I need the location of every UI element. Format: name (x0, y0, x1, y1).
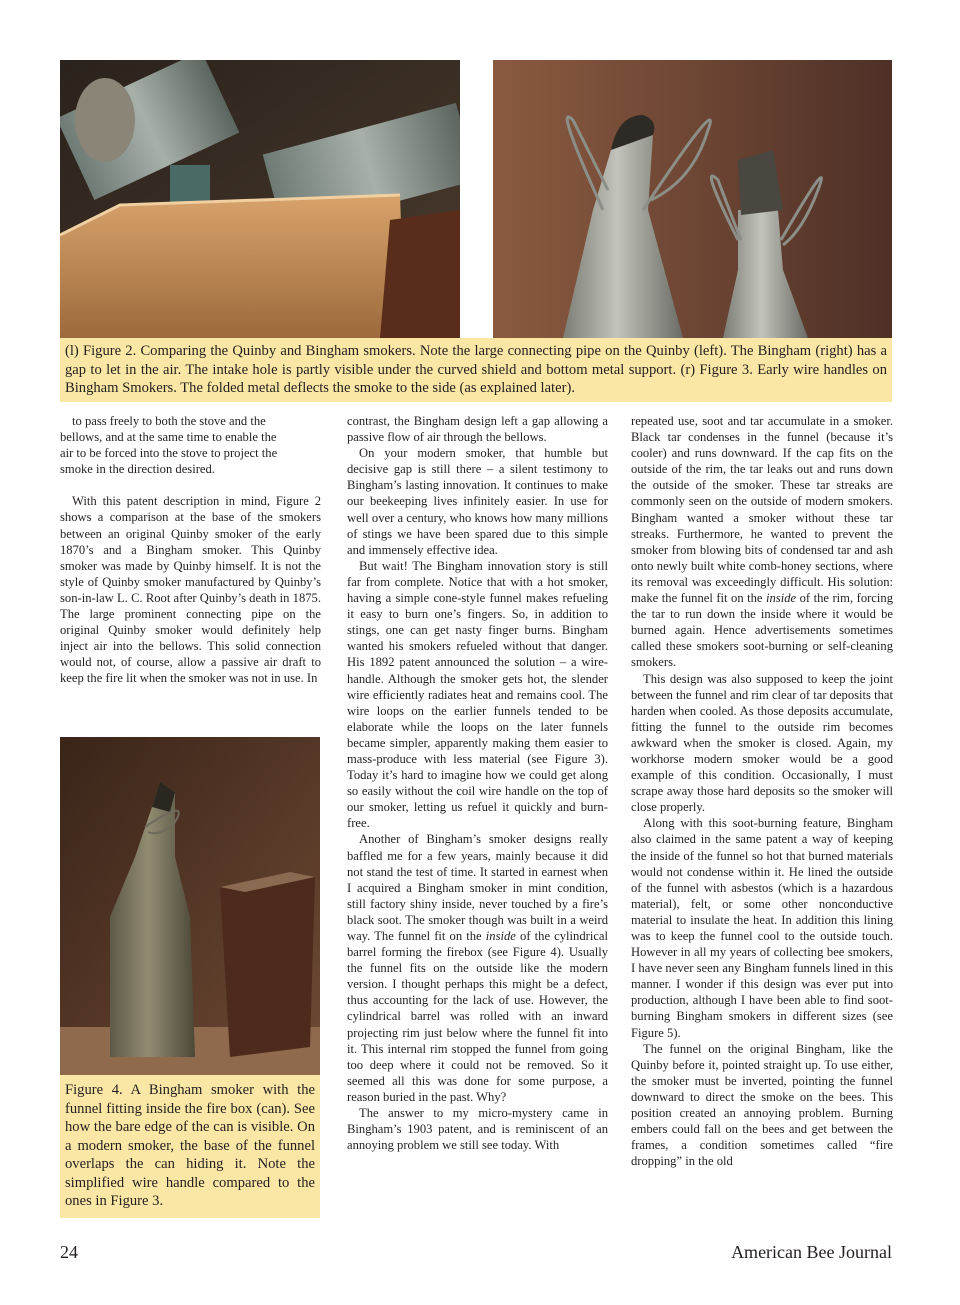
paragraph: The funnel on the original Bingham, like the Quinby before it, pointed straight up. To use either, the smoker must be inverted, pointing the funnel downward to direct the smoke on the bees. This position created an annoying problem. Burning embers could fall on the bees and get between the frames, a condition sometimes called “fire dropping” in the old (631, 1041, 893, 1169)
figure-4-photo (60, 737, 320, 1075)
figure-3-photo (493, 60, 892, 338)
paragraph: On your modern smoker, that humble but decisive gap is still there – a silent testimony to Bingham’s lasting innovation. It continues to make our beekeeping lives infinitely easier. In use for well over a century, who knows how many millions of stings we have been spared due to this simple and immensely effective idea. (347, 446, 608, 557)
paragraph: Another of Bingham’s smoker designs really baffled me for a few years, mainly because it did not stand the test of time. It started in earnest when I acquired a Bingham smoker in mint condition, still factory shiny inside, never touched by a fire’s black soot. The smoker though was built in a weird way. The funnel fit on the inside of the cylindrical barrel forming the firebox (see Figure 4). Usually the funnel fits on the outside like the modern version. I thought perhaps this might be a defect, thus accounting for the lack of use. However, the cylindrical barrel was rolled with an inward projecting rim just below where the funnel fit into it. This internal rim stopped the funnel from going too deep where it could not be removed. So it seemed all this was done for some purpose, a reason buried in the past. Why? (347, 832, 609, 1104)
article-column-3 (631, 413, 893, 1169)
paragraph: repeated use, soot and tar accumulate in a smoker. Black tar condenses in the funnel (because it’s cooler) and runs downward. If the cap fits on the outside of the rim, the tar leaks out and runs down the outside of the smoker. These tar streaks are commonly seen on the outside of modern smokers. Bingham wanted a smoker without these tar streaks. Furthermore, he wanted to prevent the smoker from blowing bits of condensed tar and ash onto newly built white comb-honey sections, where its removal was exceedingly difficult. His solution: make the funnel fit on the inside of the rim, forcing the tar to run down the inside where it would be burned again. Hence advertisements sometimes called these smokers soot-burning or self-cleaning smokers. (631, 414, 893, 670)
article-column-1 (60, 413, 321, 687)
paragraph: The answer to my micro-mystery came in Bingham’s 1903 patent, and is reminiscent of an annoying problem we still see today. With (347, 1106, 608, 1153)
figure-2-3-caption: (l) Figure 2. Comparing the Quinby and Bingham smokers. Note the large connecting pipe on the Quinby (left). The Bingham (right) has a gap to let in the air. The intake hole is partly visible under the curved shield and bottom metal support. (r) Figure 3. Early wire handles on Bingham Smokers. The folded metal deflects the smoke to the side (as explained later). (60, 338, 892, 402)
article-column-2 (347, 413, 608, 1153)
journal-name: American Bee Journal (731, 1242, 892, 1262)
page-number: 24 (60, 1242, 78, 1262)
figure-2-photo (60, 60, 460, 338)
paragraph: But wait! The Bingham innovation story is still far from complete. Notice that with a hot smoker, having a simple cone-style funnel makes refueling it easy to burn one’s fingers. So, in addition to stings, one can get nasty finger burns. Bingham wanted his smokers refueled without that danger. His 1892 patent announced the solution – a wire-handle. Although the smoker gets hot, the slender wire efficiently radiates heat and remains cool. The wire loops on the earlier funnels tended to be elaborate while the loops on the later funnels became simpler, apparently making them easier to mass-produce with less material (see Figure 3). Today it’s hard to imagine how we could get along so easily without the coil wire handle on the top of our smoker, letting us refuel it quickly and burn-free. (347, 558, 608, 831)
paragraph: This design was also supposed to keep the joint between the funnel and rim clear of tar deposits that harden when cooled. As those deposits accumulate, fitting the funnel to the outside rim becomes awkward when the smoker is closed. Again, my workhorse modern smoker would be a good example of this condition. Occasionally, I must scrape away those hard deposits so the smoker will close properly. (631, 671, 893, 815)
paragraph: With this patent description in mind, Figure 2 shows a comparison at the base of the smokers between an original Quinby smoker of the early 1870’s and a Bingham smoker. This Quinby smoker was made by Quinby himself. It is not the style of Quinby smoker manufactured by Quinby’s son-in-law L. C. Root after Quinby’s death in 1875. The large prominent connecting pipe on the original Quinby smoker would definitely help inject air into the bellows. This solid connection would not, of course, allow a passive air draft to keep the fire lit when the smoker was not in use. In (60, 494, 321, 686)
patent-quote: to pass freely to both the stove and the bellows, and at the same time to enable the air to be forced into the stove to project the smoke in the direction desired. (60, 414, 278, 477)
paragraph: contrast, the Bingham design left a gap allowing a passive flow of air through the bellows. (347, 414, 608, 445)
figure-4-caption: Figure 4. A Bingham smoker with the funnel fitting inside the fire box (can). See how the bare edge of the can is visible. On a modern smoker, the base of the funnel overlaps the can hiding it. Note the simplified wire handle compared to the ones in Figure 3. (60, 1075, 320, 1218)
paragraph: Along with this soot-burning feature, Bingham also claimed in the same patent a way of keeping the inside of the funnel so hot that burned materials would not condense within it. He lined the outside of the funnel with asbestos (which is a hazardous material), felt, or some other nonconductive material to insulate the heat. In addition this lining was to keep the funnel cool to the outside touch. However in all my years of collecting bee smokers, I have never seen any Bingham funnels lined in this manner. I wonder if this design was ever put into production, although I have been able to find soot-burning Bingham smokers in different sizes (see Figure 5). (631, 816, 893, 1040)
